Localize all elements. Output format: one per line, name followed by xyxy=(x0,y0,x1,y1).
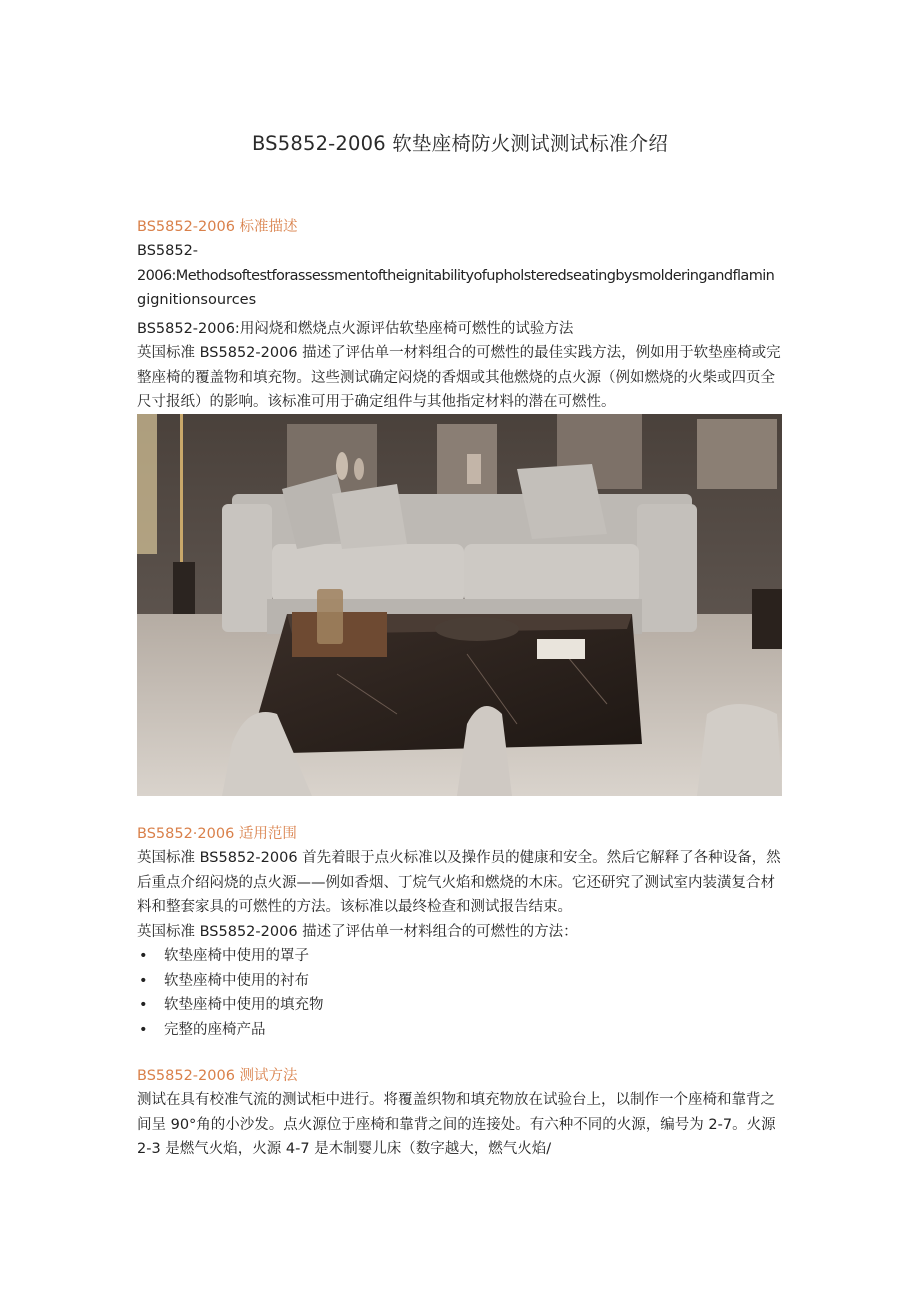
bullet-glyph: • xyxy=(139,1021,148,1038)
sofa-illustration xyxy=(137,414,782,796)
list-item-text: 软垫座椅中使用的填充物 xyxy=(164,997,324,1013)
section-heading: BS5852·2006 适用范围 xyxy=(137,826,297,842)
list-item xyxy=(137,944,782,969)
method-paragraph: 测试在具有校准气流的测试柜中进行。将覆盖织物和填充物放在试验台上，以制作一个座椅和靠背之间呈 90°角的小沙发。点火源位于座椅和靠背之间的连接处。有六种不同的火源，编号为 2-7。火源 2-3 是燃气火焰，火源 4-7 是木制婴儿床（数字越大，燃气火焰/ xyxy=(137,1092,776,1157)
section-heading: BS5852-2006 标准描述 xyxy=(137,219,298,235)
section-scope xyxy=(137,822,782,1042)
english-title-line: BS5852- xyxy=(137,243,199,259)
description-paragraph: 英国标准 BS5852-2006 描述了评估单一材料组合的可燃性的最佳实践方法，例如用于软垫座椅或完整座椅的覆盖物和填充物。这些测试确定闷烧的香烟或其他燃烧的点火源（例如燃烧的火柴或四页全尺寸报纸）的影响。该标准可用于确定组件与其他指定材料的潜在可燃性。 xyxy=(137,345,781,410)
english-title-line: 2006:Methodsoftestforassessmentoftheignitabilityofupholsteredseatingbysmolderingandflamin xyxy=(137,267,775,284)
list-item-text: 完整的座椅产品 xyxy=(164,1021,266,1038)
chinese-title: BS5852-2006:用闷烧和燃烧点火源评估软垫座椅可燃性的试验方法 xyxy=(137,320,574,337)
list-item-text: 软垫座椅中使用的衬布 xyxy=(164,972,309,989)
scope-list xyxy=(137,944,782,1042)
list-item xyxy=(137,993,782,1018)
list-item xyxy=(137,1018,782,1043)
section-test-method xyxy=(137,1064,782,1162)
section-heading: BS5852-2006 测试方法 xyxy=(137,1068,298,1084)
list-item xyxy=(137,969,782,994)
bullet-glyph: • xyxy=(139,948,148,964)
section-standard-description xyxy=(137,215,782,415)
english-title-line: gignitionsources xyxy=(137,292,257,308)
document-title: BS5852-2006 软垫座椅防火测试测试标准介绍 xyxy=(251,132,669,155)
bullet-glyph: • xyxy=(139,997,148,1013)
sofa-photo xyxy=(137,414,782,796)
scope-intro: 英国标准 BS5852-2006 描述了评估单一材料组合的可燃性的方法： xyxy=(137,923,578,940)
bullet-glyph: • xyxy=(139,972,148,989)
list-item-text: 软垫座椅中使用的罩子 xyxy=(164,948,309,964)
scope-paragraph: 英国标准 BS5852-2006 首先着眼于点火标准以及操作员的健康和安全。然后它解释了各种设备，然后重点介绍闷烧的点火源——例如香烟、丁烷气火焰和燃烧的木床。它还研究了测试室内装潢复合材料和整套家具的可燃性的方法。该标准以最终检查和测试报告结束。 xyxy=(137,850,781,915)
